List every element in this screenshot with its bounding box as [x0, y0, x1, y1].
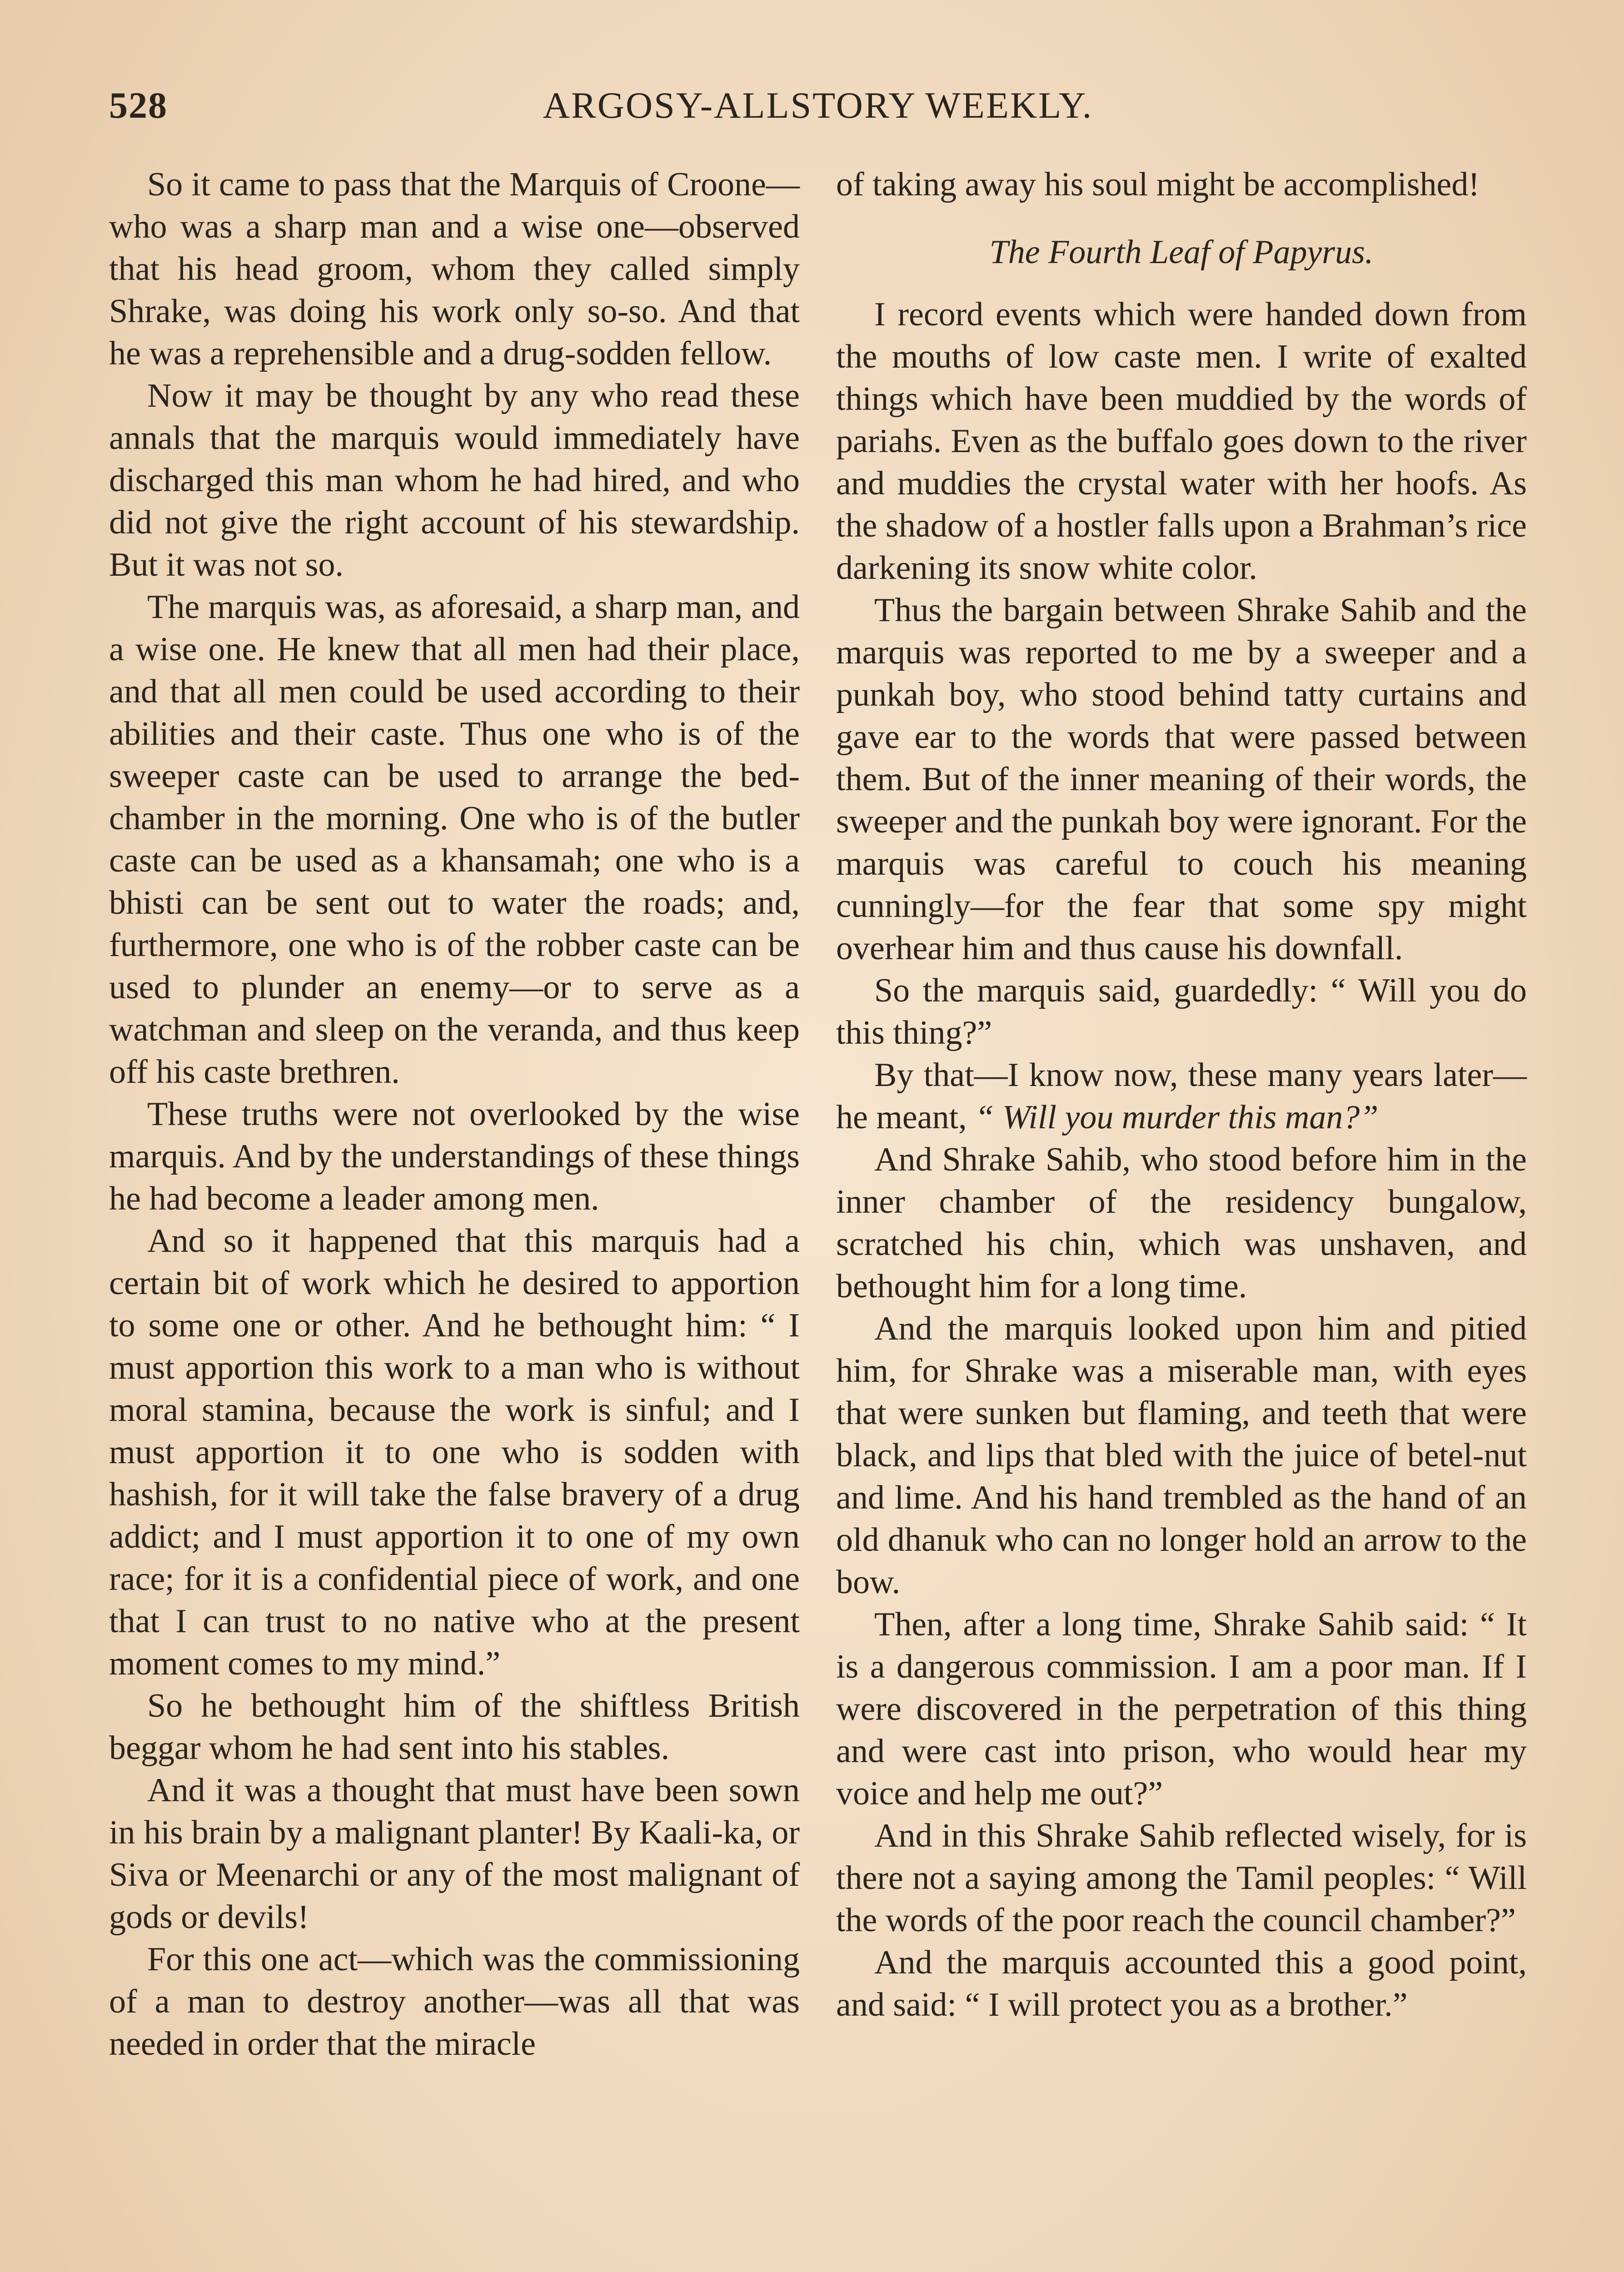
- paragraph: These truths were not overlooked by the wise marquis. And by the understandings of these things he had become a leader among men.: [109, 1096, 800, 1217]
- paragraph: Thus the bargain between Shrake Sahib and the marquis was reported to me by a sweeper and a punkah boy, who stood behind tatty curtains and gave ear to the words that were passed between them. But of the inner meaning of their words, the sweeper and the punkah boy were ignorant. For the marquis was careful to couch his meaning cunningly—for the fear that some spy might overhear him and thus cause his downfall.: [836, 592, 1527, 967]
- paragraph: And the marquis accounted this a good point, and said: “ I will protect you as a brother.”: [836, 1944, 1527, 2023]
- page-number: 528: [109, 85, 168, 126]
- page-header: [109, 84, 1527, 134]
- paragraph: And so it happened that this marquis had a certain bit of work which he desired to apportion to some one or other. And he bethought him: “ I must apportion this work to a man who is without moral stamina, because the work is sinful; and I must apportion it to one who is sodden with hashish, for it will take the false bravery of a drug addict; and I must apportion it to one of my own race; for it is a confidential piece of work, and one that I can trust to no native who at the present moment comes to my mind.”: [109, 1222, 800, 1682]
- paragraph: And the marquis looked upon him and pitied him, for Shrake was a miserable man, with eyes that were sunken but flaming, and teeth that were black, and lips that bled with the juice of betel-nut and lime. And his hand trembled as the hand of an old dhanuk who can no longer hold an arrow to the bow.: [836, 1310, 1527, 1601]
- paragraph: Now it may be thought by any who read these annals that the marquis would immediately have discharged this man whom he had hired, and who did not give the right account of his stewardship. But it was not so.: [109, 377, 800, 583]
- paragraph: For this one act—which was the commissioning of a man to destroy another—was all that was needed in order that the miracle: [109, 1941, 800, 2063]
- paragraph: So it came to pass that the Marquis of Croone—who was a sharp man and a wise one—observed that his head groom, whom they called simply Shrake, was doing his work only so-so. And that he was a reprehensible and a drug-sodden fellow.: [109, 166, 800, 372]
- paragraph-text: By that—I know now, these many years later—he meant,: [836, 1056, 1527, 1136]
- paragraph: And it was a thought that must have been sown in his brain by a malignant planter! By Kaali-ka, or Siva or Meenarchi or any of the most malignant of gods or devils!: [109, 1772, 800, 1936]
- running-head: ARGOSY-ALLSTORY WEEKLY.: [543, 85, 1093, 126]
- paragraph: I record events which were handed down from the mouths of low caste men. I write of exalted things which have been muddied by the words of pariahs. Even as the buffalo goes down to the river and muddies the crystal water with her hoofs. As the shadow of a hostler falls upon a Brahman’s rice darkening its snow white color.: [836, 296, 1527, 587]
- paragraph: And in this Shrake Sahib reflected wisely, for is there not a saying among the Tamil peoples: “ Will the words of the poor reach the council chamber?”: [836, 1817, 1527, 1939]
- paragraph: The marquis was, as aforesaid, a sharp man, and a wise one. He knew that all men had their place, and that all men could be used according to their abilities and their caste. Thus one who is of the sweeper caste can be used to arrange the bedchamber in the morning. One who is of the butler caste can be used as a khansamah; one who is a bhisti can be sent out to water the roads; and, furthermore, one who is of the robber caste can be used to plunder an enemy—or to serve as a watchman and sleep on the veranda, and thus keep off his caste brethren.: [109, 588, 800, 1091]
- paragraph: So he bethought him of the shiftless British beggar whom he had sent into his stables.: [109, 1687, 800, 1767]
- continued-paragraph: of taking away his soul might be accomplished!: [836, 166, 1480, 203]
- paragraph: [836, 1054, 1527, 1139]
- right-column: [836, 164, 1527, 2026]
- paragraph: Then, after a long time, Shrake Sahib said: “ It is a dangerous commission. I am a poor man. If I were discovered in the perpetration of this thing and were cast into prison, who would hear my voice and help me out?”: [836, 1606, 1527, 1812]
- section-heading: The Fourth Leaf of Papyrus.: [989, 234, 1374, 271]
- paragraph: So the marquis said, guardedly: “ Will you do this thing?”: [836, 972, 1527, 1051]
- left-column: [109, 164, 800, 2065]
- italic-quote: “ Will you murder this man?”: [975, 1099, 1379, 1136]
- paragraph: And Shrake Sahib, who stood before him in the inner chamber of the residency bungalow, scratched his chin, which was unshaven, and bethought him for a long time.: [836, 1141, 1527, 1305]
